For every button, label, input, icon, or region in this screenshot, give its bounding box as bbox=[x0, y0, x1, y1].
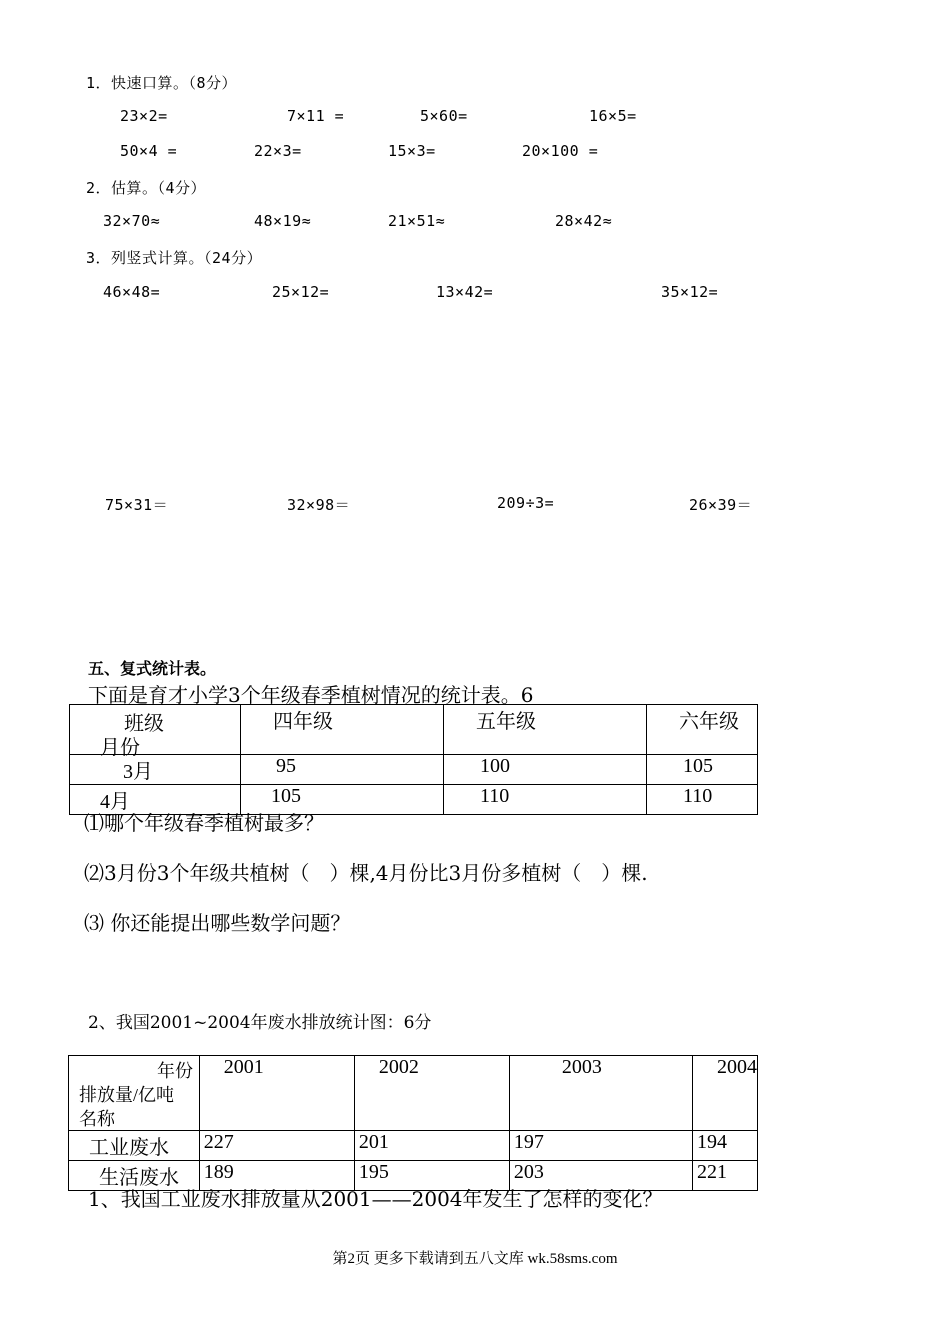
table-cell: 95 bbox=[241, 755, 444, 785]
problem: 32×98＝ bbox=[287, 496, 351, 514]
row-label: 3月 bbox=[70, 755, 241, 785]
problem: 35×12= bbox=[661, 283, 719, 301]
waste-water-table bbox=[68, 1055, 758, 1191]
problem: 209÷3= bbox=[497, 494, 555, 512]
table-cell: 105 bbox=[647, 755, 758, 785]
column-header: 2002 bbox=[354, 1056, 509, 1131]
table-cell: 197 bbox=[509, 1131, 692, 1161]
table-cell: 201 bbox=[354, 1131, 509, 1161]
corner-cell: 班级 月份 bbox=[70, 705, 241, 755]
row-label: 4月 bbox=[70, 785, 241, 815]
table-cell: 221 bbox=[693, 1161, 758, 1191]
problem: 20×100 = bbox=[522, 142, 599, 160]
problem: 23×2= bbox=[120, 107, 168, 125]
problem: 46×48= bbox=[103, 283, 161, 301]
question-2: ⑵3月份3个年级共植树（ ）棵,4月份比3月份多植树（ ）棵. bbox=[84, 861, 648, 885]
table-cell: 100 bbox=[444, 755, 647, 785]
water-question-1: 1、我国工业废水排放量从2001——2004年发生了怎样的变化？ bbox=[88, 1187, 663, 1211]
section3-title: 3．列竖式计算。（24分） bbox=[86, 249, 263, 267]
table-header-row bbox=[70, 705, 758, 755]
problem: 7×11 = bbox=[287, 107, 345, 125]
table-cell: 110 bbox=[444, 785, 647, 815]
table-row bbox=[70, 755, 758, 785]
page-footer: 第2页 更多下载请到五八文库 wk.58sms.com bbox=[332, 1251, 618, 1267]
planting-table bbox=[69, 704, 758, 815]
table-cell: 227 bbox=[199, 1131, 354, 1161]
table-cell: 189 bbox=[199, 1161, 354, 1191]
problem: 26×39＝ bbox=[689, 496, 753, 514]
section1-title: 1．快速口算。（8分） bbox=[86, 74, 238, 92]
question-3: ⑶ 你还能提出哪些数学问题？ bbox=[84, 911, 351, 935]
table-cell: 194 bbox=[693, 1131, 758, 1161]
section5-intro: 下面是育才小学3个年级春季植树情况的统计表。6 bbox=[88, 683, 534, 707]
question-1: ⑴哪个年级春季植树最多？ bbox=[84, 811, 324, 835]
column-header: 六年级 bbox=[647, 705, 758, 755]
table-cell: 105 bbox=[241, 785, 444, 815]
problem: 28×42≈ bbox=[555, 212, 613, 230]
column-header: 2003 bbox=[509, 1056, 692, 1131]
problem: 21×51≈ bbox=[388, 212, 446, 230]
row-label: 生活废水 bbox=[69, 1161, 200, 1191]
table-cell: 195 bbox=[354, 1161, 509, 1191]
problem: 75×31＝ bbox=[105, 496, 169, 514]
problem: 5×60= bbox=[420, 107, 468, 125]
section5-heading: 五、复式统计表。 bbox=[88, 659, 217, 678]
problem: 25×12= bbox=[272, 283, 330, 301]
column-header: 2004 bbox=[693, 1056, 758, 1131]
problem: 22×3= bbox=[254, 142, 302, 160]
section2-title: 2．估算。（4分） bbox=[86, 179, 207, 197]
problem: 15×3= bbox=[388, 142, 436, 160]
row-label: 工业废水 bbox=[69, 1131, 200, 1161]
problem: 50×4 = bbox=[120, 142, 178, 160]
problem: 48×19≈ bbox=[254, 212, 312, 230]
water-section-title: 2、我国2001~2004年废水排放统计图：6分 bbox=[88, 1013, 432, 1033]
problem: 16×5= bbox=[589, 107, 637, 125]
column-header: 2001 bbox=[199, 1056, 354, 1131]
column-header: 四年级 bbox=[241, 705, 444, 755]
table-cell: 110 bbox=[647, 785, 758, 815]
column-header: 五年级 bbox=[444, 705, 647, 755]
problem: 13×42= bbox=[436, 283, 494, 301]
table-header-row bbox=[69, 1056, 758, 1131]
corner-cell: 年份 排放量/亿吨 名称 bbox=[69, 1056, 200, 1131]
table-cell: 203 bbox=[509, 1161, 692, 1191]
table-row bbox=[69, 1131, 758, 1161]
problem: 32×70≈ bbox=[103, 212, 161, 230]
